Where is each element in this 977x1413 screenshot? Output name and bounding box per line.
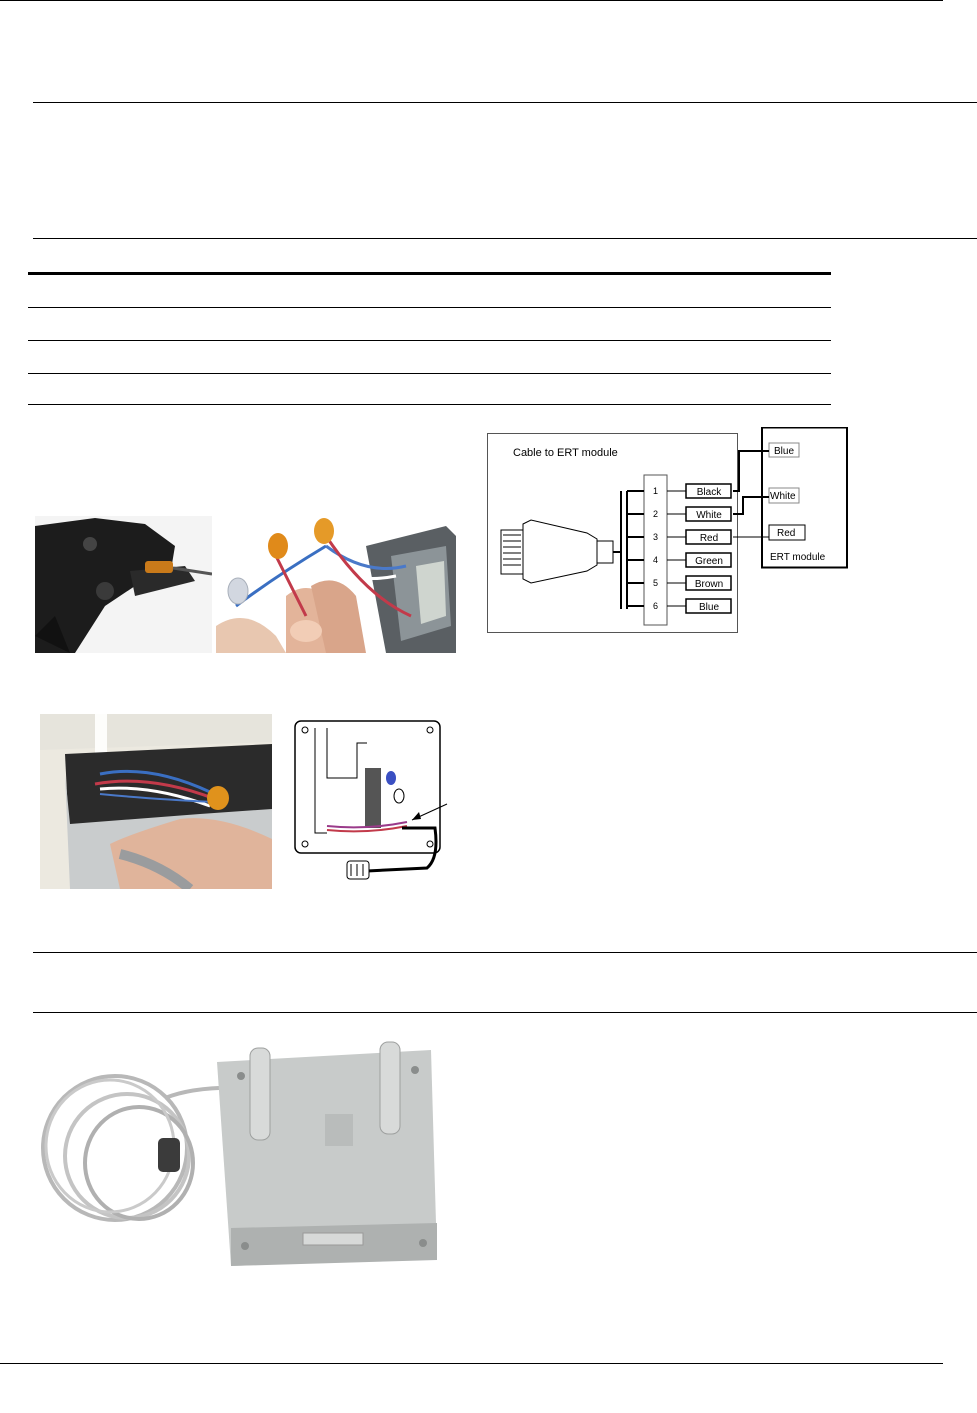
wire-color-label: Red [699,533,719,544]
pin-number: 3 [653,532,659,542]
enclosure-with-cable-photo [35,1028,440,1286]
pin-number: 5 [653,578,659,588]
open-enclosure-photo [40,714,272,889]
table-row [28,340,831,341]
enclosure-line-drawing [287,718,457,888]
pin-number: 4 [653,555,659,565]
module-label: ERT module [770,552,826,563]
pin-number: 6 [653,601,659,611]
pin-number: 2 [653,509,659,519]
cable-label: Cable to ERT module [513,447,618,459]
wire-color-label: Black [696,487,722,498]
wire-color-label: White [696,510,722,521]
wire-color-label: Green [695,556,723,567]
table-row [28,373,831,374]
section-rule-2 [33,238,977,239]
section-rule-4 [33,1012,977,1013]
module-wire-white [769,488,799,503]
section-rule-3 [33,952,977,953]
svg-text:White: White [770,491,796,502]
table-row [28,307,831,308]
svg-text:Blue: Blue [774,446,795,457]
module-wire-blue [769,443,799,457]
wire-color-label: Blue [698,602,720,613]
wiring-diagram [487,427,849,635]
section-rule-1 [33,102,977,103]
header-rule [0,0,943,1]
pin-number: 1 [653,486,659,496]
crimp-tool-photo [35,516,212,653]
table-top-rule [28,272,831,275]
wire-color-label: Brown [694,579,724,590]
footer-rule [0,1363,943,1364]
module-wire-red [769,525,805,540]
wire-connectors-photo [216,516,456,653]
table-bottom-rule [28,404,831,405]
svg-text:Red: Red [777,528,796,539]
